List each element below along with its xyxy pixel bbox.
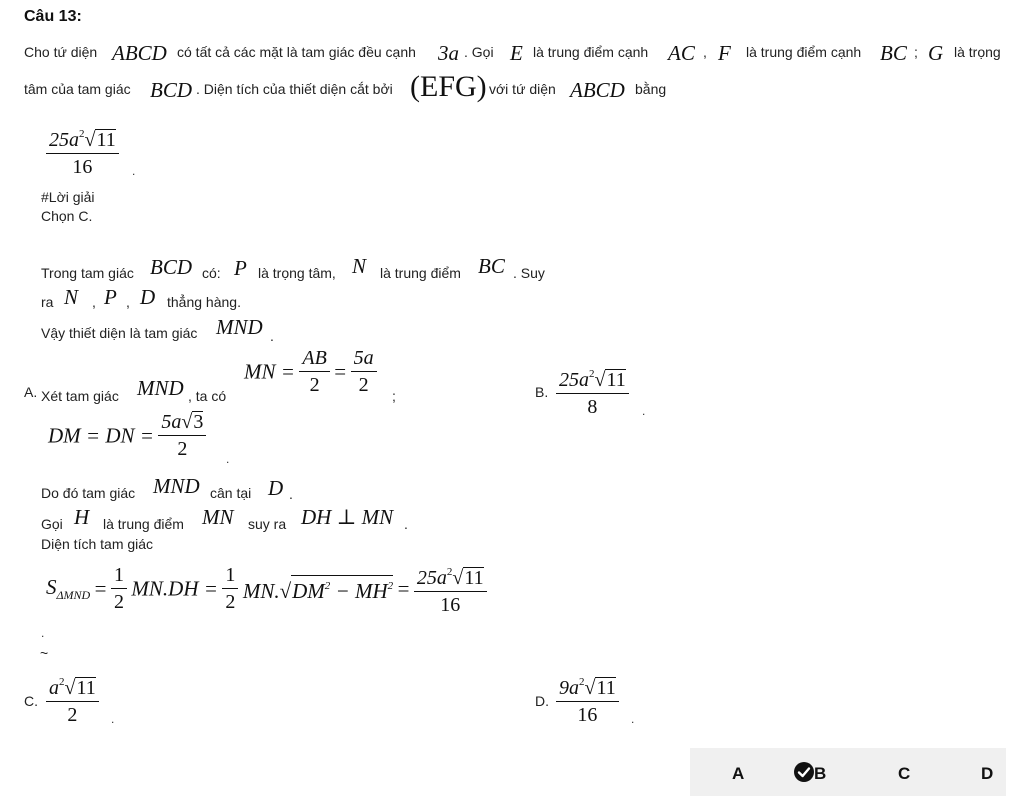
question-text: bằng [635,81,667,97]
solution-text: là trung điểm [380,265,461,281]
math-mnd: MND [137,376,184,400]
answer-option-b[interactable]: B [814,764,827,783]
math-g: G [928,41,944,65]
solution-text: , ta có [188,388,227,404]
math-e: E [510,41,523,65]
math-n: N [64,285,79,309]
question-text: có tất cả các mặt là tam giác đều cạnh [177,44,416,60]
math-bc: BC [478,254,505,278]
math-f: F [718,41,731,65]
answer-option-c[interactable]: C [898,764,911,783]
option-d-label: D. [535,693,549,709]
math-mnd: MND [153,474,200,498]
solution-text: là trung điểm [103,516,184,532]
solution-text: thẳng hàng. [167,294,241,310]
math-bc: BC [880,41,907,65]
question-title: Câu 13: [24,8,82,25]
solution-text: . [270,328,274,344]
solution-text: là trọng tâm, [258,265,336,281]
answer-bar [690,748,1006,796]
solution-text: , [126,294,130,310]
math-d: D [268,476,284,500]
math-bcd: BCD [150,78,192,102]
checkmark-icon [794,762,814,782]
solution-text: Do đó tam giác [41,485,136,501]
solution-text: suy ra [248,516,287,532]
math-p: P [104,285,117,309]
answer-option-a[interactable]: A [732,764,745,783]
math-edge: 3a [438,41,459,65]
solution-text: Trong tam giác [41,265,134,281]
math-dh-perp-mn: DH ⊥ MN [301,505,394,529]
option-a-formula: $\frac{25a^2√11}{16}$ [46,122,119,180]
option-b-label: B. [535,384,549,400]
math-h: H [74,505,90,529]
question-text: là trung điểm cạnh [746,44,862,60]
answer-option-d[interactable]: D [981,764,994,783]
math-abcd: ABCD [570,78,625,102]
option-a-label: A. [24,384,38,400]
solution-text: Vậy thiết diện là tam giác [41,325,198,341]
option-c-formula: $\frac{a^2√11}{2}$ [46,670,99,728]
math-d: D [140,285,156,309]
solution-text: Gọi [41,516,63,532]
math-bcd: BCD [150,255,192,279]
math-p: P [234,256,247,280]
solution-text: có: [202,265,221,281]
question-text: ; [914,44,918,60]
solution-choice: Chọn C. [41,208,93,224]
solution-header: #Lời giải [41,189,95,205]
question-text: là trọng [954,44,1001,60]
question-text: Cho tứ diện [24,44,98,60]
solution-text: , [92,294,96,310]
question-text: . Gọi [464,44,494,60]
solution-text: ra [41,294,54,310]
math-dm-dn-equation: DM = DN = $\frac{5a√3}{2}$ [48,410,206,462]
option-b-formula: $\frac{25a^2√11}{8}$ [556,362,629,420]
math-mnd: MND [216,315,263,339]
solution-text: . Suy [513,265,545,281]
math-mn: MN [202,505,234,529]
option-c-label: C. [24,693,38,709]
question-text: với tứ diện [489,81,556,97]
math-abcd: ABCD [112,41,167,65]
math-plane: (EFG) [410,70,487,103]
solution-text: Xét tam giác [41,388,119,404]
math-area-formula: $S_{\Delta MND}$ = $\frac{1}{2}$ MN.DH = $\frac{1}{2}$ $MN.√DM^2 - MH^2$ = $\frac{25a^2√11}{16}$ [46,560,487,618]
math-ac: AC [668,41,695,65]
math-mn-equation: MN = $\frac{AB}{2}$ = $\frac{5a}{2}$ [244,346,377,398]
solution-text: Diện tích tam giác [41,536,154,552]
math-n: N [352,254,367,278]
question-text: là trung điểm cạnh [533,44,649,60]
question-text: . Diện tích của thiết diện cắt bởi [196,81,393,97]
question-text: tâm của tam giác [24,81,131,97]
solution-text: cân tại [210,485,252,501]
option-d-formula: $\frac{9a^2√11}{16}$ [556,670,619,728]
question-text: , [703,44,707,60]
